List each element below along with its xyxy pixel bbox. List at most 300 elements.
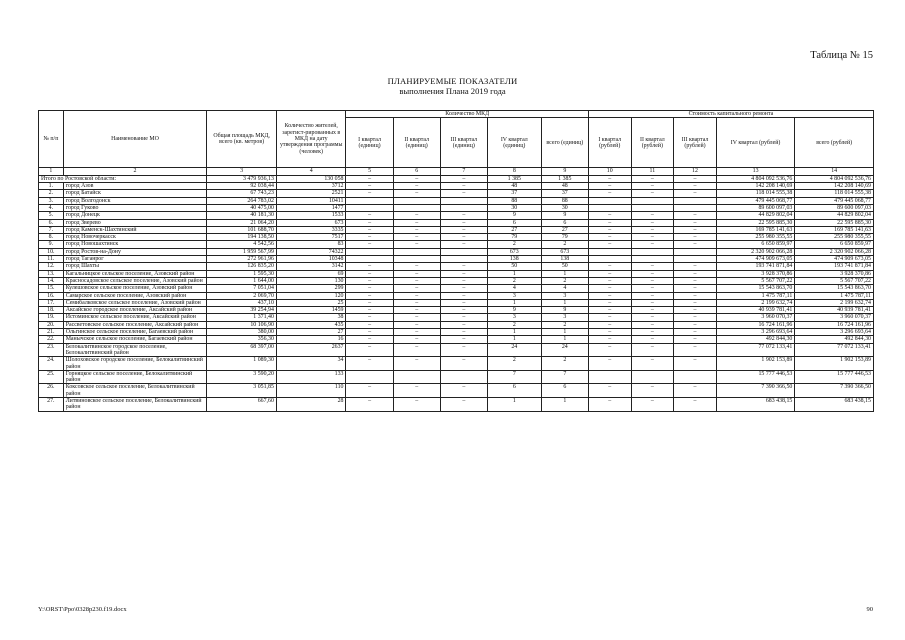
table-cell <box>393 204 440 211</box>
table-row <box>39 197 874 204</box>
table-cell: Самарское сельское поселение, Азовский район <box>63 292 207 299</box>
table-cell: – <box>440 299 487 306</box>
table-cell: 1 <box>487 270 541 277</box>
table-cell <box>393 197 440 204</box>
table-cell: 683 438,15 <box>795 398 874 412</box>
table-cell: 5 <box>346 168 393 176</box>
table-cell: – <box>346 357 393 371</box>
table-cell: – <box>674 190 717 197</box>
table-cell: 3 590,20 <box>207 370 277 384</box>
table-cell: Литвиновское сельское поселение, Белокалитвинский район <box>63 398 207 412</box>
table-cell: 1533 <box>276 212 346 219</box>
table-cell: 83 <box>276 241 346 248</box>
table-cell: – <box>440 321 487 328</box>
table-cell: 673 <box>276 219 346 226</box>
table-cell <box>674 370 717 384</box>
table-cell: – <box>393 219 440 226</box>
table-cell: 14 <box>795 168 874 176</box>
table-cell: – <box>440 277 487 284</box>
table-cell: 2521 <box>276 190 346 197</box>
table-cell: 255 980 355,55 <box>716 234 795 241</box>
table-cell: 1 <box>487 398 541 412</box>
header-total-rub: всего (рублей) <box>795 118 874 168</box>
table-cell: 3142 <box>276 263 346 270</box>
table-cell: 1 902 153,89 <box>795 357 874 371</box>
table-cell: 7 <box>440 168 487 176</box>
header-row-1 <box>39 111 874 118</box>
table-cell: город Новочеркасск <box>63 234 207 241</box>
table-cell: 142 208 140,69 <box>795 183 874 190</box>
table-cell: – <box>346 329 393 336</box>
table-cell <box>346 197 393 204</box>
table-cell: 194 138,50 <box>207 234 277 241</box>
table-cell: – <box>346 285 393 292</box>
table-cell: 30 <box>541 204 588 211</box>
table-cell: – <box>631 277 674 284</box>
table-cell: 77 072 133,41 <box>795 343 874 357</box>
table-cell: 5 567 707,22 <box>716 277 795 284</box>
table-cell <box>346 256 393 263</box>
table-cell: 3 960 070,37 <box>795 314 874 321</box>
table-cell: 380,00 <box>207 329 277 336</box>
table-cell: 667,60 <box>207 398 277 412</box>
table-cell: 126 835,20 <box>207 263 277 270</box>
table-cell: 3 928 370,86 <box>795 270 874 277</box>
table-cell: город Батайск <box>63 190 207 197</box>
table-cell: 3335 <box>276 226 346 233</box>
table-cell: – <box>346 190 393 197</box>
table-cell: 133 <box>276 370 346 384</box>
table-cell: – <box>440 226 487 233</box>
table-cell: 1 <box>39 168 64 176</box>
table-cell: – <box>631 343 674 357</box>
table-cell: 193 741 871,84 <box>716 263 795 270</box>
table-cell <box>674 197 717 204</box>
table-cell: 4 804 092 536,76 <box>716 175 795 182</box>
table-cell: 4 542,56 <box>207 241 277 248</box>
table-cell: 9 <box>541 212 588 219</box>
table-cell: 10 106,90 <box>207 321 277 328</box>
table-cell: 1 <box>487 336 541 343</box>
table-cell: 1 089,30 <box>207 357 277 371</box>
table-cell: город Волгодонск <box>63 197 207 204</box>
table-cell: – <box>440 183 487 190</box>
table-row <box>39 329 874 336</box>
table-cell: – <box>346 219 393 226</box>
document-title: ПЛАНИРУЕМЫЕ ПОКАЗАТЕЛИ <box>387 76 518 86</box>
table-row <box>39 248 874 255</box>
table-cell: – <box>440 234 487 241</box>
table-cell: 255 980 355,55 <box>795 234 874 241</box>
table-cell <box>674 204 717 211</box>
table-cell: – <box>674 183 717 190</box>
table-cell: – <box>631 299 674 306</box>
table-cell: – <box>393 321 440 328</box>
table-cell: 1 <box>487 329 541 336</box>
table-cell: – <box>674 212 717 219</box>
table-cell: 9 <box>541 168 588 176</box>
table-cell: 2 <box>487 241 541 248</box>
table-cell: – <box>674 270 717 277</box>
table-cell: – <box>674 241 717 248</box>
table-cell: 19. <box>39 314 64 321</box>
table-cell: 30 <box>487 204 541 211</box>
table-cell: 673 <box>487 248 541 255</box>
table-cell: – <box>346 299 393 306</box>
table-cell <box>588 248 631 255</box>
table-cell: 1477 <box>276 204 346 211</box>
table-cell: 5 567 707,22 <box>795 277 874 284</box>
table-cell: 89 600 097,03 <box>716 204 795 211</box>
table-row <box>39 343 874 357</box>
table-cell: – <box>674 329 717 336</box>
table-cell: – <box>346 175 393 182</box>
table-row <box>39 370 874 384</box>
table-cell: – <box>393 398 440 412</box>
table-cell: – <box>393 190 440 197</box>
table-cell: 10. <box>39 248 64 255</box>
table-row <box>39 285 874 292</box>
table-cell: 1 <box>487 299 541 306</box>
table-cell: – <box>674 336 717 343</box>
table-cell: – <box>588 277 631 284</box>
table-cell: 1 385 <box>487 175 541 182</box>
header-q2-rub: II квартал (рублей) <box>631 118 674 168</box>
table-cell: – <box>440 384 487 398</box>
table-cell: – <box>588 241 631 248</box>
table-cell <box>393 248 440 255</box>
table-cell: 435 <box>276 321 346 328</box>
table-cell: – <box>440 329 487 336</box>
header-group-mkd: Количество МКД <box>346 111 588 118</box>
table-cell: 492 844,30 <box>795 336 874 343</box>
table-cell: – <box>440 263 487 270</box>
table-cell: – <box>674 226 717 233</box>
table-cell: 474 909 673,05 <box>795 256 874 263</box>
table-cell <box>393 370 440 384</box>
table-cell <box>346 204 393 211</box>
table-cell: – <box>393 270 440 277</box>
table-cell: 6 <box>393 168 440 176</box>
header-q3-rub: III квартал (рублей) <box>674 118 717 168</box>
table-cell: 1 <box>541 299 588 306</box>
table-cell: 299 <box>276 285 346 292</box>
header-residents: Количество жителей, зарегист-рированных в МКД на дату утверждения программы (человек) <box>276 111 346 168</box>
table-cell: 1 371,40 <box>207 314 277 321</box>
table-cell: 37 <box>487 190 541 197</box>
table-cell: 1 475 787,11 <box>716 292 795 299</box>
table-cell <box>440 248 487 255</box>
table-cell: город Гуково <box>63 204 207 211</box>
table-cell: – <box>393 336 440 343</box>
table-cell: 6 650 859,97 <box>716 241 795 248</box>
table-cell: – <box>588 183 631 190</box>
table-cell: 16 <box>276 336 346 343</box>
table-cell: 4 <box>276 168 346 176</box>
table-cell: 44 829 802,04 <box>795 212 874 219</box>
table-cell <box>588 197 631 204</box>
table-cell: 6 <box>541 219 588 226</box>
table-cell: – <box>674 314 717 321</box>
table-cell: 673 <box>541 248 588 255</box>
table-cell: 68 397,00 <box>207 343 277 357</box>
table-cell: 25. <box>39 370 64 384</box>
table-cell: – <box>440 190 487 197</box>
table-cell: – <box>631 183 674 190</box>
table-cell: 79 <box>487 234 541 241</box>
table-cell <box>393 256 440 263</box>
table-cell: 2 199 632,74 <box>795 299 874 306</box>
table-cell: 4 <box>487 285 541 292</box>
table-cell: – <box>440 314 487 321</box>
table-cell: 13 <box>716 168 795 176</box>
table-row <box>39 234 874 241</box>
table-cell: – <box>674 299 717 306</box>
table-cell: 40 939 781,41 <box>716 307 795 314</box>
table-cell: 7. <box>39 226 64 233</box>
table-cell: – <box>631 285 674 292</box>
table-cell: – <box>440 219 487 226</box>
table-cell: 12. <box>39 263 64 270</box>
table-cell: 2 <box>541 321 588 328</box>
table-cell: 264 783,02 <box>207 197 277 204</box>
table-cell: город Азов <box>63 183 207 190</box>
table-cell <box>346 248 393 255</box>
table-cell: 2 320 902 066,28 <box>716 248 795 255</box>
table-cell: 10348 <box>276 256 346 263</box>
table-cell: – <box>393 212 440 219</box>
table-cell: – <box>440 212 487 219</box>
table-cell: – <box>588 285 631 292</box>
table-cell: 1 <box>541 398 588 412</box>
table-cell: 193 741 871,84 <box>795 263 874 270</box>
table-cell: 6 <box>487 219 541 226</box>
table-cell: – <box>393 277 440 284</box>
page-number: 90 <box>866 606 873 613</box>
header-area: Общая площадь МКД, всего (кв. метров) <box>207 111 277 168</box>
table-cell: 130 <box>276 277 346 284</box>
table-cell: 74322 <box>276 248 346 255</box>
table-cell: – <box>346 234 393 241</box>
table-row <box>39 299 874 306</box>
table-cell: 118 014 555,38 <box>716 190 795 197</box>
table-cell: – <box>588 343 631 357</box>
table-cell: – <box>393 329 440 336</box>
table-cell: Кулешовское сельское поселение, Азовский район <box>63 285 207 292</box>
table-row <box>39 314 874 321</box>
table-row <box>39 321 874 328</box>
table-cell: 40 939 781,41 <box>795 307 874 314</box>
table-cell: – <box>674 234 717 241</box>
table-cell: 142 208 140,69 <box>716 183 795 190</box>
table-cell: – <box>393 175 440 182</box>
table-cell: – <box>674 321 717 328</box>
table-cell: 40 475,00 <box>207 204 277 211</box>
table-cell: 23. <box>39 343 64 357</box>
table-cell <box>588 370 631 384</box>
table-cell: 3 296 693,64 <box>795 329 874 336</box>
table-cell: 169 785 141,63 <box>795 226 874 233</box>
table-cell: – <box>588 270 631 277</box>
table-cell: 34 <box>276 357 346 371</box>
table-cell <box>440 370 487 384</box>
table-cell: – <box>631 307 674 314</box>
table-cell: Горняцкое сельское поселение, Белокалитвинский район <box>63 370 207 384</box>
table-cell <box>631 248 674 255</box>
table-cell <box>674 248 717 255</box>
table-cell: 4. <box>39 204 64 211</box>
table-cell: 110 <box>276 384 346 398</box>
table-cell: 1 <box>541 336 588 343</box>
table-cell: 3 296 693,64 <box>716 329 795 336</box>
table-cell: 479 445 068,77 <box>716 197 795 204</box>
table-cell: – <box>631 336 674 343</box>
table-cell: 1 902 153,89 <box>716 357 795 371</box>
table-cell: 3. <box>39 197 64 204</box>
table-cell: 89 600 097,03 <box>795 204 874 211</box>
table-cell: 67 743,23 <box>207 190 277 197</box>
table-cell: – <box>631 270 674 277</box>
table-cell: 1 385 <box>541 175 588 182</box>
table-cell: – <box>346 321 393 328</box>
table-cell: – <box>393 307 440 314</box>
table-cell: – <box>440 336 487 343</box>
table-cell <box>631 256 674 263</box>
table-cell: – <box>588 263 631 270</box>
table-cell: – <box>631 241 674 248</box>
table-row <box>39 256 874 263</box>
table-cell: 38 <box>276 314 346 321</box>
table-cell: 16 724 161,96 <box>716 321 795 328</box>
table-cell: – <box>393 285 440 292</box>
table-cell: – <box>440 292 487 299</box>
table-cell: 27 <box>487 226 541 233</box>
table-cell: 3712 <box>276 183 346 190</box>
table-cell: Ольгинское сельское поселение, Багаевский район <box>63 329 207 336</box>
table-cell: 28 <box>276 398 346 412</box>
table-row <box>39 270 874 277</box>
table-cell: – <box>393 183 440 190</box>
table-cell: 17. <box>39 299 64 306</box>
table-cell: город Донецк <box>63 212 207 219</box>
table-cell: 130 058 <box>276 175 346 182</box>
table-cell: 26. <box>39 384 64 398</box>
table-cell: – <box>631 292 674 299</box>
table-cell: 118 014 555,38 <box>795 190 874 197</box>
document-subtitle: выполнения Плана 2019 года <box>399 86 506 96</box>
table-cell <box>674 256 717 263</box>
table-cell: – <box>393 384 440 398</box>
table-cell: 13. <box>39 270 64 277</box>
table-cell: 21. <box>39 329 64 336</box>
table-cell: 22 595 885,30 <box>716 219 795 226</box>
table-cell: 44 829 802,04 <box>716 212 795 219</box>
table-cell: Манычское сельское поселение, Багаевский район <box>63 336 207 343</box>
table-cell: – <box>631 175 674 182</box>
table-cell: 138 <box>541 256 588 263</box>
table-cell: 2 199 632,74 <box>716 299 795 306</box>
table-cell: 1459 <box>276 307 346 314</box>
table-cell: – <box>631 234 674 241</box>
table-cell: 16. <box>39 292 64 299</box>
table-cell: – <box>674 292 717 299</box>
table-cell: – <box>346 277 393 284</box>
table-cell: 14. <box>39 277 64 284</box>
table-cell: 2 <box>487 321 541 328</box>
table-cell: 92 038,44 <box>207 183 277 190</box>
table-cell: – <box>631 263 674 270</box>
table-cell <box>440 256 487 263</box>
table-cell: 11 <box>631 168 674 176</box>
table-cell: город Ростов-на-Дону <box>63 248 207 255</box>
table-cell: 79 <box>541 234 588 241</box>
table-cell: – <box>346 183 393 190</box>
table-row <box>39 183 874 190</box>
table-cell: 39 254,94 <box>207 307 277 314</box>
table-cell: 2637 <box>276 343 346 357</box>
header-q1-units: I квартал (единиц) <box>346 118 393 168</box>
table-cell: 48 <box>541 183 588 190</box>
plan-indicators-table <box>38 110 874 412</box>
table-cell: – <box>588 292 631 299</box>
header-q2-units: II квартал (единиц) <box>393 118 440 168</box>
table-cell: 40 181,30 <box>207 212 277 219</box>
table-cell: – <box>346 384 393 398</box>
table-cell: 15 543 863,70 <box>795 285 874 292</box>
table-cell: 683 438,15 <box>716 398 795 412</box>
table-cell: 7 390 366,50 <box>795 384 874 398</box>
table-cell: – <box>346 226 393 233</box>
table-number: Таблица № 15 <box>810 50 873 61</box>
table-cell: 7 <box>487 370 541 384</box>
header-q4-units: IV квартал (единиц) <box>487 118 541 168</box>
table-cell: 9. <box>39 241 64 248</box>
table-cell: – <box>393 357 440 371</box>
table-cell: 9 <box>487 212 541 219</box>
table-cell: 1 475 787,11 <box>795 292 874 299</box>
table-cell: – <box>393 343 440 357</box>
table-cell: 1 <box>541 270 588 277</box>
table-cell: – <box>588 226 631 233</box>
table-cell: 27 <box>276 329 346 336</box>
table-cell: 8. <box>39 234 64 241</box>
table-cell <box>631 204 674 211</box>
table-cell: – <box>674 357 717 371</box>
header-num: № п/п <box>39 111 64 168</box>
table-cell: 2 <box>541 357 588 371</box>
table-cell: – <box>631 398 674 412</box>
table-cell: – <box>440 307 487 314</box>
table-cell: 20. <box>39 321 64 328</box>
table-cell: 3 479 936,13 <box>207 175 277 182</box>
table-cell: 1 595,30 <box>207 270 277 277</box>
footer-file-path: Y:\ORST\Ppo\0328p230.f19.docx <box>38 606 127 613</box>
table-cell: – <box>588 398 631 412</box>
table-row <box>39 292 874 299</box>
table-cell: город Таганрог <box>63 256 207 263</box>
table-cell: 3 <box>207 168 277 176</box>
table-cell: 120 <box>276 292 346 299</box>
table-cell: 22 595 885,30 <box>795 219 874 226</box>
table-cell: город Шахты <box>63 263 207 270</box>
table-cell <box>631 370 674 384</box>
table-cell: 7 390 366,50 <box>716 384 795 398</box>
table-cell: 8 <box>487 168 541 176</box>
table-cell: 6. <box>39 219 64 226</box>
table-cell: – <box>440 285 487 292</box>
table-cell: – <box>631 357 674 371</box>
table-cell: 12 <box>674 168 717 176</box>
